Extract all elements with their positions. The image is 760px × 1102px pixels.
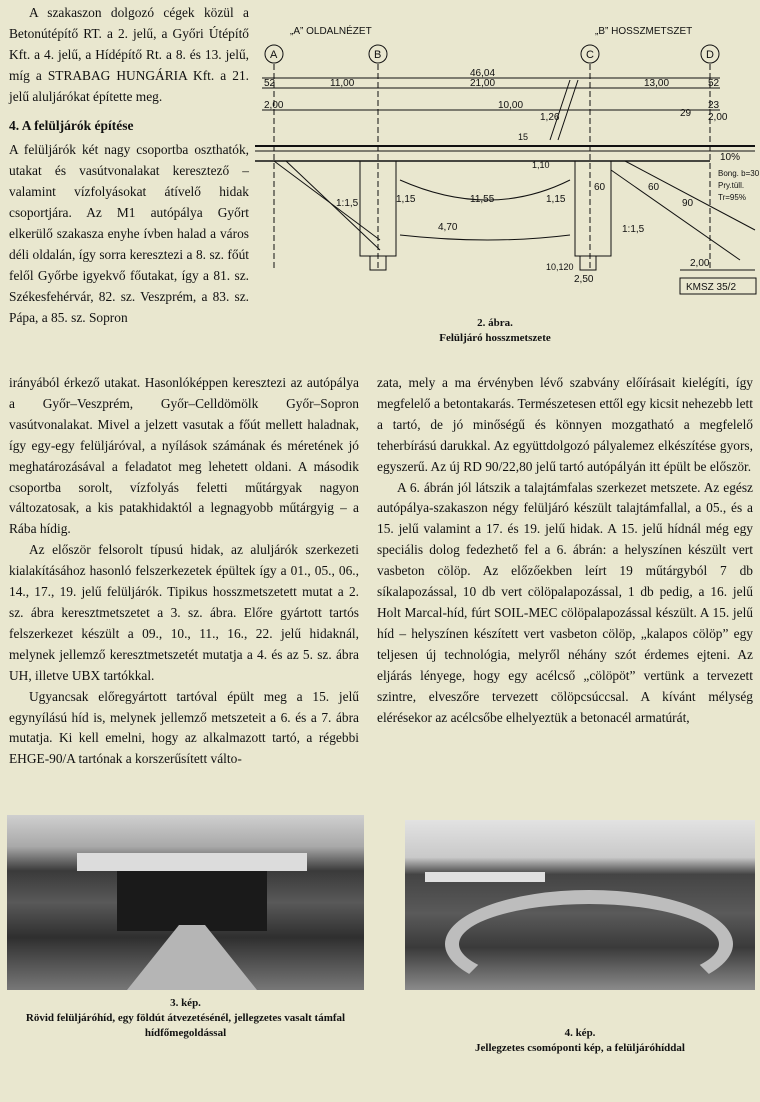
label-section: „B” HOSSZMETSZET — [595, 26, 693, 37]
column2 — [377, 373, 753, 728]
dim-mid-2: 10,00 — [498, 100, 524, 111]
paragraph-companies: A szakaszon dolgozó cégek közül a Betonútépítő RT. a 2. jelű, a Győri Útépítő Kft. a 4. jelű, a Hídépítő Rt. a 8. és 13. jelű, míg a STRABAG HUNGÁRIA Kft. a 21. jelű aluljárókat építette meg. — [9, 5, 249, 104]
photo4-caption-number: 4. kép. — [564, 1027, 596, 1039]
photo4-bridge — [425, 872, 545, 882]
dim-inner-3: 1:1,5 — [336, 198, 359, 209]
figure2-drawing — [250, 20, 760, 310]
dim-top-5: 13,00 — [644, 78, 670, 89]
dim-inner-12: 10,120 — [546, 262, 574, 272]
dim-inner-7: 4,70 — [438, 222, 458, 233]
paragraph-crossings: irányából érkező utakat. Hasonlóképpen keresztezi az autópálya a Győr–Veszprém, Győr–Celldömölk Győr–Sopron vasútvonalakat. Mivel a jelzett vasutak a főút mellett haladnak, így egy-egy felüljáróval, a nyílások számának és méretének jó meghatározásával a feladatot meg lehetett oldani. A második csoportba sorolt, vízfolyás feletti műtárgyak nagyon változatosak, a kis patakhidaktól a legnagyobb műtárgyig – a Rába hídig. — [9, 375, 359, 537]
photo4-caption — [405, 1026, 755, 1056]
figure2-caption-number: 2. ábra. — [477, 317, 513, 329]
axis-b-label: B — [374, 49, 382, 61]
side-note-1: Bong. b=30 — [718, 169, 760, 178]
paragraph-overpasses-intro: A felüljárók két nagy csoportba oszthatók, utakat és vasútvonalakat keresztező – valamint vízfolyásokat átívelő hidak csoportjára. Az M1 autópálya Győrt elkerülő szakasza enyhe ívben halad a város déli oldalán, így sorra keresztezi a 8. sz. főút felől Győrbe igyekvő főutakat, így a 81. sz. Székesfehérvár, 82. sz. Veszprém, a 83. sz. Pápa, a 85. sz. Sopron — [9, 142, 249, 325]
photo3-image — [7, 815, 364, 990]
dim-mid-6: 2,00 — [708, 112, 728, 123]
side-note-2: Pry.tüll. — [718, 181, 745, 190]
paragraph-retaining-wall: A 6. ábrán jól látszik a talajtámfalas szerkezet metszete. Az egész autópálya-szakaszon négy felüljáró készült talajtámfallal, a 05., és a 15. jelű valamint a 17. és 19. jelű hidak. A 15. jelű hídnál még egy speciális dolog fedezhető fel a 6. ábrán: a helyszínen készült vert vasbeton cölöp. Az előzőekben leírt 19 műtárgyból 7 db síkalapozással, 10 db vert cölöpalapozással, 1 db pedig, a 16. jelű Holt Marcal-híd, fúrt SOIL-MEC cölöpalapozással készült. A 15. jelű híd – helyszínen készített vert vasbeton cölöp, „kalapos cölöp” egy teljesen új technológia, melyről néhány szót érdemes ejteni. Az eljárás lényege, hogy egy acélcső „cölöpöt” vertünk a tervezett szintre, elveszőre tervezett cölöpcsúccsal. A kívánt mélység elérésekor az acélcsőbe elhelyeztük a betonacél armatúrát, — [377, 479, 753, 725]
dim-top-2: 11,00 — [330, 78, 355, 89]
section-heading: 4. A felüljárók építése — [9, 117, 134, 133]
column1-top — [9, 3, 249, 329]
dim-top-1: 52 — [264, 78, 276, 89]
paragraph-bridge-15: Ugyancsak előregyártott tartóval épült meg a 15. jelű egynyílású híd is, melynek jellemző metszeteit a 6. és a 7. ábra mutatja. Ki kell emelni, hogy az alkalmazott tartó, a régebbi EHGE-90/A tartónak a korszerűsített válto- — [9, 688, 359, 767]
dim-inner-2: 1,10 — [532, 160, 550, 170]
photo3-caption — [7, 996, 364, 1041]
dim-mid-4: 29 — [680, 108, 692, 119]
photo3-abutment — [117, 871, 267, 931]
dim-top-6: 52 — [708, 78, 720, 89]
dim-inner-4: 1,15 — [396, 194, 416, 205]
dim-mid-1: 2,00 — [264, 100, 284, 111]
column1-bottom — [9, 373, 359, 770]
axis-a-label: A — [270, 49, 278, 61]
photo4-image — [405, 820, 755, 990]
paragraph-girder: zata, mely a ma érvényben lévő szabvány előírásait kielégíti, így megfelelő a betontakarás. Természetesen ettől egy kicsit nehezebb lett a tartó, de jó minőségű és könnyen mozgatható a megfelelő teherbírású darukkal. Az együttdolgozó pályalemez elkészítése gyors, egyszerű. Az új RD 90/22,80 jelű tartó autópályán itt épült be először. — [377, 375, 753, 474]
dim-inner-5: 11,55 — [470, 194, 495, 205]
side-note-3: Tr=95% — [718, 193, 746, 202]
axis-d-label: D — [706, 49, 714, 61]
dim-inner-10: 1:1,5 — [622, 224, 645, 235]
dim-inner-11: 90 — [682, 198, 694, 209]
dim-mid-3: 1,26 — [540, 112, 560, 123]
dim-top-3: 46,04 — [470, 68, 496, 79]
label-side-view: „A” OLDALNÉZET — [290, 26, 372, 37]
dim-top-4: 21,00 — [470, 78, 496, 89]
photo3-caption-number: 3. kép. — [170, 997, 201, 1009]
photo4-road-curve — [445, 890, 733, 990]
dim-mid-5: 23 — [708, 100, 720, 111]
figure2-caption-text: Felüljáró hosszmetszete — [439, 332, 551, 344]
dim-inner-9: 60 — [648, 182, 660, 193]
axis-c-label: C — [586, 49, 594, 61]
stamp-label: KMSZ 35/2 — [686, 282, 737, 293]
slope-label: 10% — [720, 152, 741, 163]
photo4-caption-text: Jellegzetes csomóponti kép, a felüljáróhíddal — [475, 1042, 685, 1054]
photo3-road — [127, 925, 257, 990]
dim-inner-14: 2,00 — [690, 258, 710, 269]
dim-inner-1: 15 — [518, 132, 529, 142]
photo3-caption-text: Rövid felüljáróhíd, egy földút átvezetésénél, jellegzetes vasalt támfal hídfőmegoldással — [25, 1012, 346, 1039]
photo3-bridge-deck — [77, 853, 307, 871]
dim-inner-8: 60 — [594, 182, 606, 193]
dim-inner-13: 2,50 — [574, 274, 594, 285]
paragraph-first-type: Az először felsorolt típusú hidak, az aluljárók szerkezeti kialakításához hasonló felszerkezetek épültek így a 01., 05., 06., 14., 17., 19. jelű felüljárók. Tipikus hosszmetszetett mutat a 2. sz. ábra keresztmetszetet a 3. sz. ábra. Előre gyártott tartós felszerkezet készült a 09., 10., 11., 16., 22. jelű hidaknál, melynek jellemző keresztmetszetét mutatja a 4. és az 5. sz. ábra UH, illetve UBX tartókkal. — [9, 542, 359, 683]
dim-inner-6: 1,15 — [546, 194, 566, 205]
figure2-caption — [380, 316, 610, 346]
